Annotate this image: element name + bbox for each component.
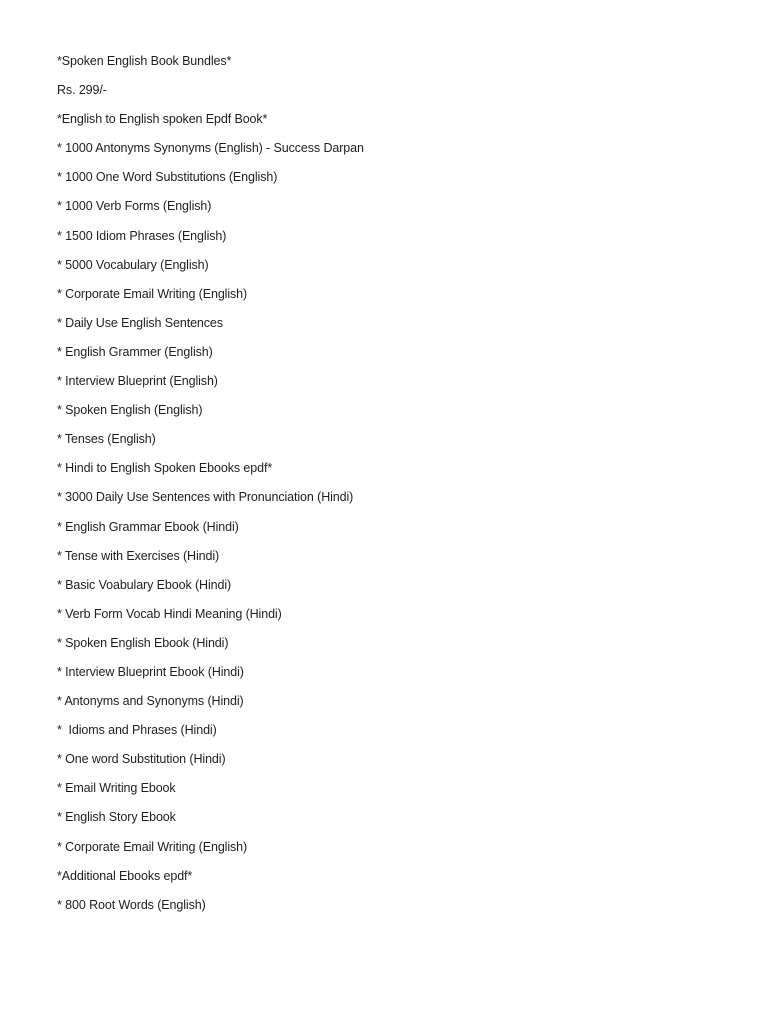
list-item: * Corporate Email Writing (English)	[57, 839, 248, 854]
list-item: * Tense with Exercises (Hindi)	[57, 548, 220, 563]
list-item: * 1500 Idiom Phrases (English)	[57, 228, 227, 243]
price-line: Rs. 299/-	[57, 83, 107, 98]
section-heading-english: *English to English spoken Epdf Book*	[57, 112, 268, 127]
list-item: * Email Writing Ebook	[57, 781, 176, 796]
list-item: * Spoken English Ebook (Hindi)	[57, 635, 229, 650]
list-item: * Basic Voabulary Ebook (Hindi)	[57, 577, 232, 592]
section-heading-additional: *Additional Ebooks epdf*	[57, 868, 193, 883]
list-item: * Spoken English (English)	[57, 403, 203, 418]
list-item: * Corporate Email Writing (English)	[57, 286, 248, 301]
section-heading-hindi: * Hindi to English Spoken Ebooks epdf*	[57, 461, 273, 476]
list-item: * Tenses (English)	[57, 432, 156, 447]
bundle-title: *Spoken English Book Bundles*	[57, 54, 232, 68]
list-item: * 3000 Daily Use Sentences with Pronunciation (Hindi)	[57, 490, 354, 505]
list-item: * 1000 Antonyms Synonyms (English) - Success Darpan	[57, 141, 364, 156]
list-item: * 1000 Verb Forms (English)	[57, 199, 212, 214]
list-item: * Idioms and Phrases (Hindi)	[57, 723, 217, 738]
list-item: * Verb Form Vocab Hindi Meaning (Hindi)	[57, 606, 282, 621]
list-item: * Interview Blueprint (English)	[57, 374, 218, 389]
list-item: * 800 Root Words (English)	[57, 897, 206, 912]
document-body	[57, 52, 737, 925]
list-item: * 5000 Vocabulary (English)	[57, 257, 209, 272]
list-item: * English Grammer (English)	[57, 344, 213, 359]
list-item: * 1000 One Word Substitutions (English)	[57, 170, 278, 185]
list-item: * Interview Blueprint Ebook (Hindi)	[57, 664, 244, 679]
list-item: * English Grammar Ebook (Hindi)	[57, 519, 239, 534]
list-item: * English Story Ebook	[57, 810, 176, 825]
list-item: * Daily Use English Sentences	[57, 315, 223, 330]
list-item: * One word Substitution (Hindi)	[57, 752, 226, 767]
list-item: * Antonyms and Synonyms (Hindi)	[57, 694, 244, 709]
